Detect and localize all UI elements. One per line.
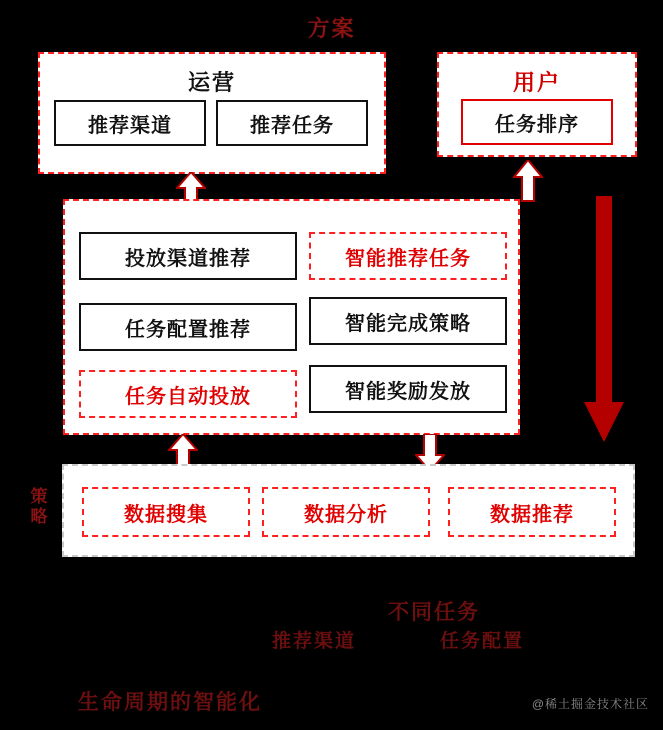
- faint-text-task: 不同任务: [388, 601, 480, 624]
- cell-data-analysis[interactable]: 数据分析: [262, 487, 430, 537]
- cell-task-auto-placement[interactable]: 任务自动投放: [79, 370, 297, 418]
- group-engine: [63, 199, 520, 435]
- cell-task-config-recommend[interactable]: 任务配置推荐: [79, 303, 297, 351]
- arrow-up-user: [513, 160, 543, 202]
- group-data: [62, 464, 635, 557]
- cell-smart-complete-strategy[interactable]: 智能完成策略: [309, 297, 507, 345]
- side-label-strategy: 策略: [30, 487, 48, 526]
- cell-data-recommend[interactable]: 数据推荐: [448, 487, 616, 537]
- faint-text-config: 任务配置: [440, 631, 525, 652]
- cell-data-collection[interactable]: 数据搜集: [82, 487, 250, 537]
- cell-task-sorting[interactable]: 任务排序: [461, 99, 613, 145]
- faint-text-channel: 推荐渠道: [272, 631, 357, 652]
- group-user: [437, 52, 637, 157]
- cell-recommend-channel[interactable]: 推荐渠道: [54, 100, 206, 146]
- diagram-top-title: 方案: [307, 16, 356, 41]
- group-operations: [38, 52, 386, 174]
- faint-text-bottom: 生命周期的智能化: [78, 691, 262, 714]
- watermark-label: @稀土掘金技术社区: [531, 697, 649, 711]
- cell-channel-placement-recommend[interactable]: 投放渠道推荐: [79, 232, 297, 280]
- cell-smart-recommend-task[interactable]: 智能推荐任务: [309, 232, 507, 280]
- cell-recommend-task[interactable]: 推荐任务: [216, 100, 368, 146]
- cell-smart-reward-issue[interactable]: 智能奖励发放: [309, 365, 507, 413]
- group-operations-title: 运营: [187, 70, 236, 95]
- arrow-down-big: [582, 196, 626, 444]
- group-user-title: 用户: [512, 70, 561, 95]
